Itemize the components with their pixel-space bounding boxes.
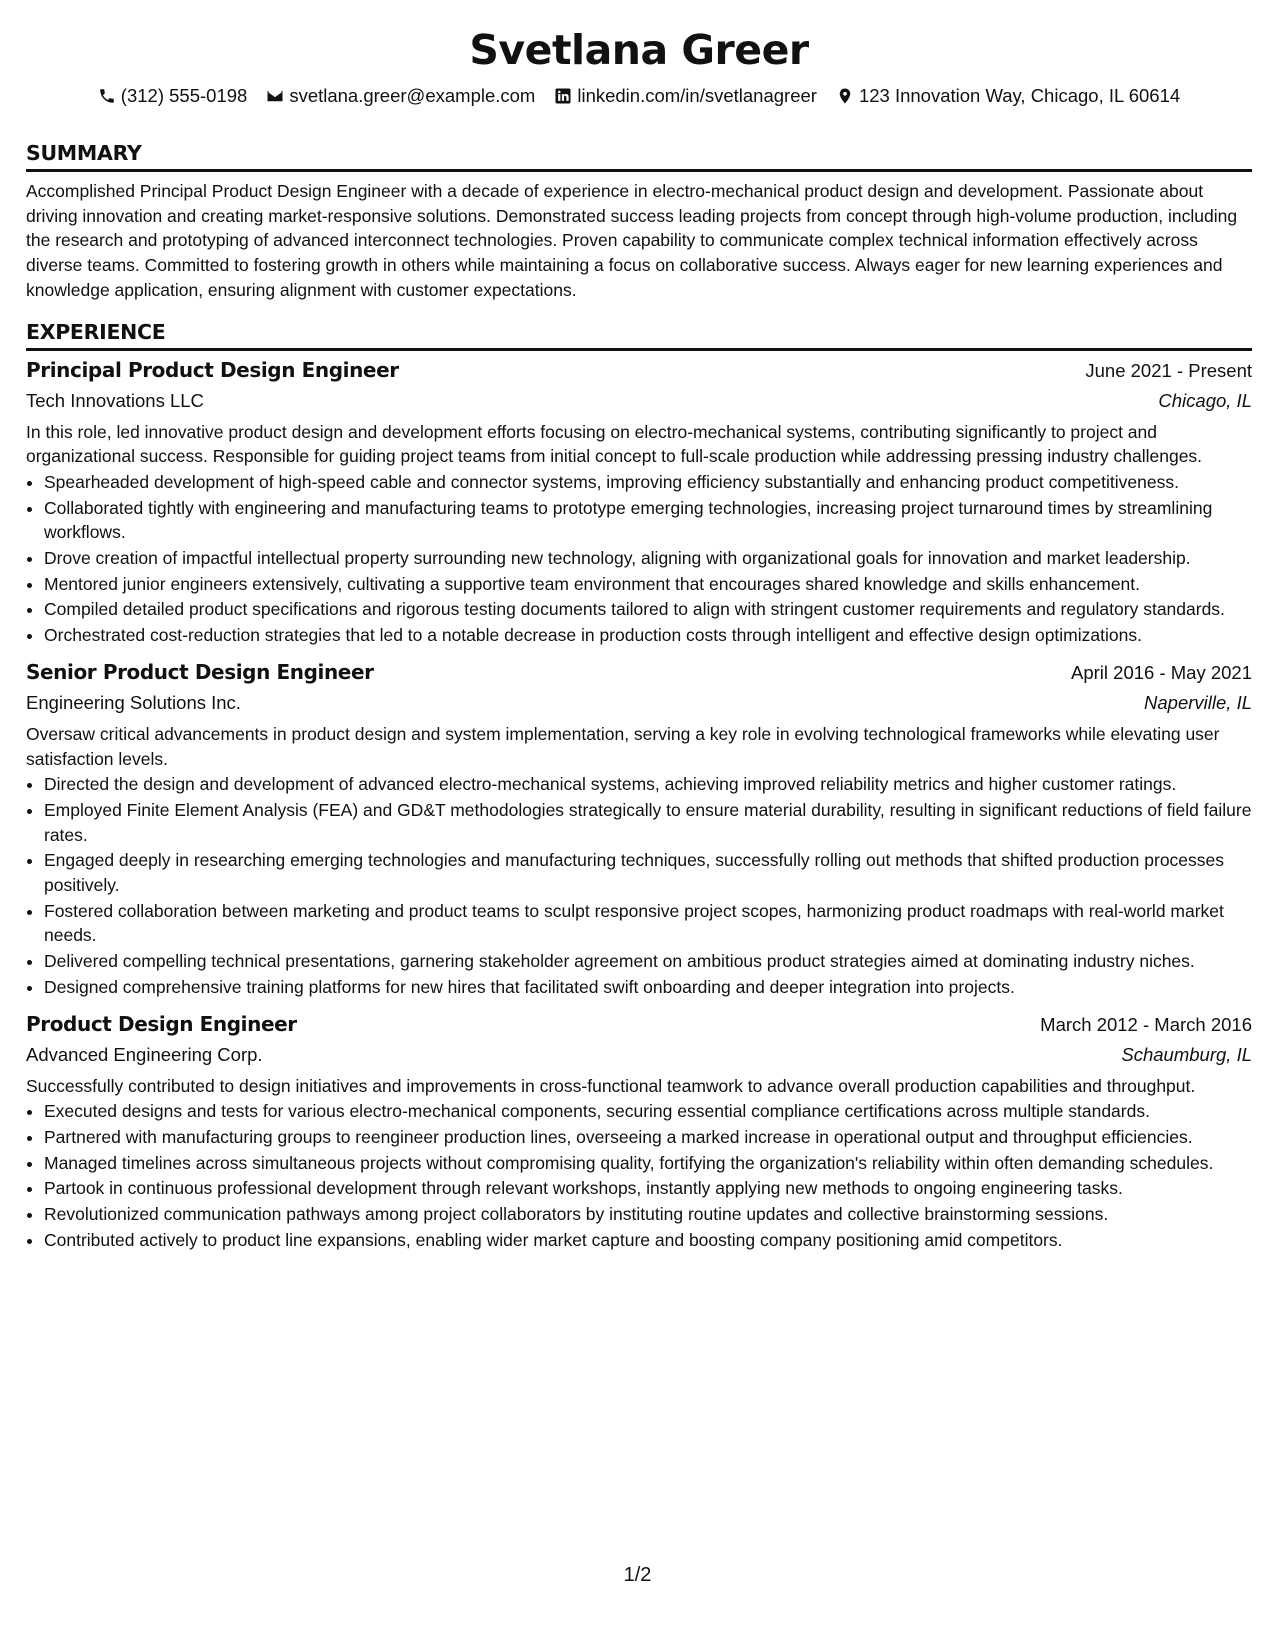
job-location: Schaumburg, IL <box>1121 1043 1252 1065</box>
job-entry <box>26 355 1252 648</box>
phone-icon <box>98 87 116 105</box>
job-description: In this role, led innovative product design and development efforts focusing on electro-mechanical systems, contributing significantly to project and organizational success. Responsible for guiding project teams from initial concept to full-scale production while addressing pressing industry challenges. <box>26 421 1203 467</box>
list-item: • Contributed actively to product line expansions, enabling wider market capture and boosting company positioning amid competitors. <box>44 1228 1252 1253</box>
job-description: Oversaw critical advancements in product design and system implementation, serving a key role in evolving technological frameworks while elevating user satisfaction levels. <box>26 723 1220 769</box>
resume-page <box>26 0 1252 1253</box>
list-item: • Orchestrated cost-reduction strategies that led to a notable decrease in production costs through intelligent and effective design optimizations. <box>44 623 1252 648</box>
list-item: • Compiled detailed product specifications and rigorous testing documents tailored to align with stringent customer requirements and regulatory standards. <box>44 597 1252 622</box>
phone-text: (312) 555-0198 <box>120 85 248 106</box>
job-header <box>26 657 1252 688</box>
experience-section-header <box>26 319 1252 351</box>
linkedin-icon <box>554 87 572 105</box>
list-item: • Spearheaded development of high-speed cable and connector systems, improving efficiency substantially and enhancing product competitiveness. <box>44 470 1252 495</box>
email-link[interactable]: svetlana.greer@example.com <box>289 85 536 106</box>
job-bullets <box>26 1099 1252 1252</box>
map-pin-icon <box>836 87 854 105</box>
job-title: Senior Product Design Engineer <box>26 659 374 684</box>
job-dates: June 2021 - Present <box>1085 359 1252 381</box>
contact-bar <box>26 81 1252 111</box>
contact-phone <box>98 85 248 107</box>
linkedin-link[interactable]: linkedin.com/in/svetlanagreer <box>577 85 817 106</box>
job-subheader <box>26 386 1252 416</box>
list-item: • Designed comprehensive training platforms for new hires that facilitated swift onboarding and deeper integration into projects. <box>44 975 1252 1000</box>
job-entry <box>26 657 1252 1000</box>
contact-address <box>836 85 1180 107</box>
list-item: • Delivered compelling technical presentations, garnering stakeholder agreement on ambitious product strategies aimed at dominating industry niches. <box>44 949 1252 974</box>
list-item: • Fostered collaboration between marketing and product teams to sculpt responsive project scopes, harmonizing product roadmaps with real-world market needs. <box>44 899 1252 948</box>
list-item: • Managed timelines across simultaneous projects without compromising quality, fortifying the organization's reliability within often demanding schedules. <box>44 1151 1252 1176</box>
job-title: Principal Product Design Engineer <box>26 357 399 382</box>
job-dates: March 2012 - March 2016 <box>1040 1013 1252 1035</box>
job-subheader <box>26 688 1252 718</box>
list-item: • Employed Finite Element Analysis (FEA) and GD&T methodologies strategically to ensure material durability, resulting in significant reductions of field failure rates. <box>44 798 1252 847</box>
job-bullets <box>26 470 1252 648</box>
envelope-icon <box>266 87 284 105</box>
job-title: Product Design Engineer <box>26 1011 297 1036</box>
job-header <box>26 355 1252 386</box>
job-description: Successfully contributed to design initiatives and improvements in cross-functional teamwork to advance overall production capabilities and throughput. <box>26 1075 1196 1096</box>
job-dates: April 2016 - May 2021 <box>1071 661 1252 683</box>
list-item: • Engaged deeply in researching emerging technologies and manufacturing techniques, successfully rolling out methods that shifted production processes positively. <box>44 848 1252 897</box>
list-item: • Directed the design and development of advanced electro-mechanical systems, achieving improved reliability metrics and higher customer ratings. <box>44 772 1252 797</box>
job-company: Advanced Engineering Corp. <box>26 1043 263 1065</box>
list-item: • Partook in continuous professional development through relevant workshops, instantly applying new methods to ongoing engineering tasks. <box>44 1176 1252 1201</box>
list-item: • Collaborated tightly with engineering and manufacturing teams to prototype emerging technologies, increasing project turnaround times by streamlining workflows. <box>44 496 1252 545</box>
job-company: Tech Innovations LLC <box>26 389 204 411</box>
job-bullets <box>26 772 1252 999</box>
candidate-name: Svetlana Greer <box>469 26 809 74</box>
contact-email[interactable] <box>266 85 535 107</box>
job-subheader <box>26 1040 1252 1070</box>
list-item: • Mentored junior engineers extensively, cultivating a supportive team environment that encourages shared knowledge and skills enhancement. <box>44 572 1252 597</box>
job-location: Chicago, IL <box>1158 389 1252 411</box>
list-item: • Revolutionized communication pathways among project collaborators by instituting routine updates and collective brainstorming sessions. <box>44 1202 1252 1227</box>
list-item: • Executed designs and tests for various electro-mechanical components, securing essential compliance certifications across multiple standards. <box>44 1099 1252 1124</box>
list-item: • Drove creation of impactful intellectual property surrounding new technology, aligning with organizational goals for innovation and market leadership. <box>44 546 1252 571</box>
job-company: Engineering Solutions Inc. <box>26 691 241 713</box>
page-number: 1/2 <box>623 1564 652 1586</box>
job-header <box>26 1009 1252 1040</box>
job-location: Naperville, IL <box>1144 691 1252 713</box>
list-item: • Partnered with manufacturing groups to reengineer production lines, overseeing a marked increase in operational output and throughput efficiencies. <box>44 1125 1252 1150</box>
job-entry <box>26 1009 1252 1253</box>
section-divider <box>26 348 1252 351</box>
contact-linkedin[interactable] <box>554 85 817 107</box>
address-text: 123 Innovation Way, Chicago, IL 60614 <box>858 85 1181 106</box>
section-title-summary: SUMMARY <box>26 141 142 165</box>
section-title-experience: EXPERIENCE <box>26 319 166 344</box>
summary-section-header <box>26 140 1252 172</box>
summary-text: Accomplished Principal Product Design Engineer with a decade of experience in electro-mechanical product design and development. Passionate about driving innovation and creating market-responsive solutions. Demonstrated success leading projects from concept through high-volume production, including the research and prototyping of advanced interconnect technologies. Proven capability to communicate complex technical information effectively across diverse teams. Committed to fostering growth in others while maintaining a focus on collaborative success. Always eager for new learning experiences and knowledge application, ensuring alignment with customer expectations. <box>26 181 1238 300</box>
section-divider <box>26 169 1252 172</box>
